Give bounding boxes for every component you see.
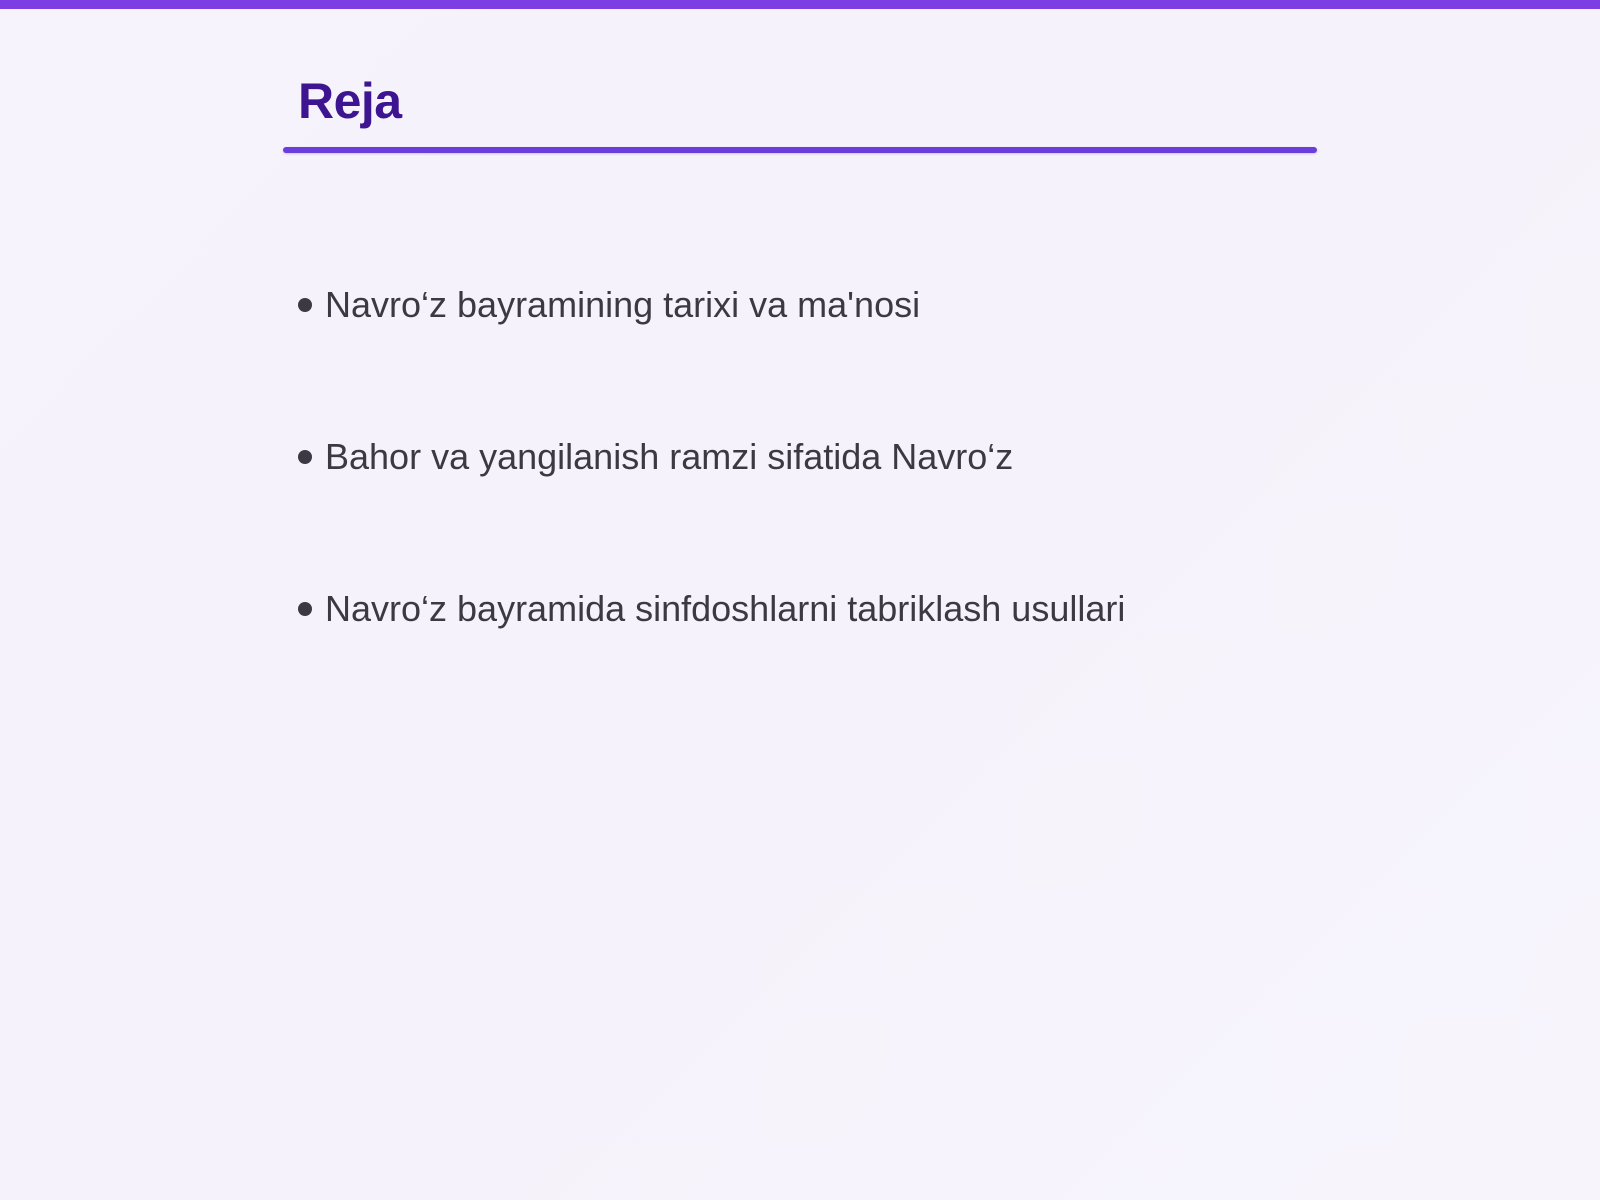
bullet-text: Bahor va yangilanish ramzi sifatida Navro‘z [325,436,1014,477]
bullet-icon [298,602,312,616]
bullet-item [298,282,1125,328]
bullet-list [298,282,1125,738]
bullet-icon [298,450,312,464]
bullet-item [298,434,1125,480]
bullet-item [298,586,1125,632]
bullet-icon [298,298,312,312]
title-underline [283,147,1317,153]
bullet-text: Navro‘z bayramining tarixi va ma'nosi [325,284,921,325]
slide-title: Reja [298,73,402,129]
bullet-text: Navro‘z bayramida sinfdoshlarni tabriklash usullari [325,588,1126,629]
